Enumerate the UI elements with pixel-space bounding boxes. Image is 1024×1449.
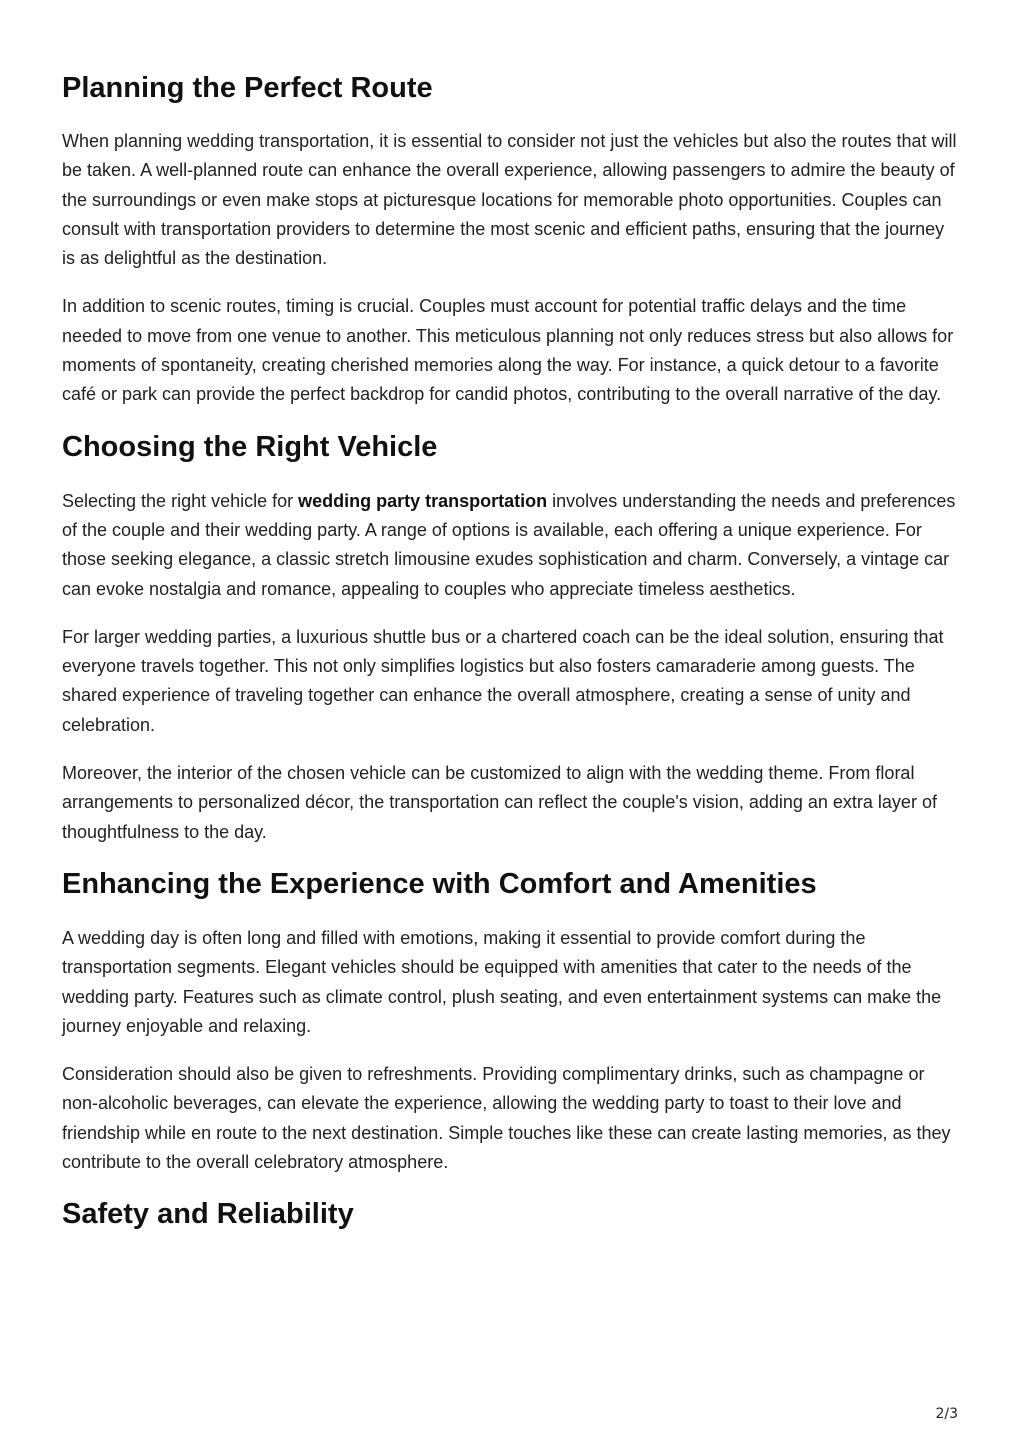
paragraph: Consideration should also be given to refreshments. Providing complimentary drinks, such as champagne or non-alcoholic beverages, can elevate the experience, allowing the wedding party to toast to their love and friendship while en route to the next destination. Simple touches like these can create lasting memories, as they contribute to the overall celebratory atmosphere. bbox=[62, 1064, 951, 1173]
section-comfort-amenities bbox=[62, 866, 962, 1177]
section-heading: Planning the Perfect Route bbox=[62, 72, 433, 104]
section-heading: Enhancing the Experience with Comfort and Amenities bbox=[62, 867, 817, 900]
paragraph-text: Selecting the right vehicle for bbox=[62, 490, 299, 511]
section-safety-reliability bbox=[62, 1196, 962, 1232]
page-number: 2/3 bbox=[935, 1406, 958, 1422]
paragraph-text: involves understanding the needs and preferences of the couple and their wedding party. A range of options is available, each offering a unique experience. For those seeking elegance, a classic stretch limousine exudes sophistication and charm. Conversely, a vintage car can evoke nostalgia and romance, appealing to couples who appreciate timeless aesthetics. bbox=[62, 490, 956, 599]
section-choosing-vehicle bbox=[62, 429, 962, 847]
paragraph: Moreover, the interior of the chosen vehicle can be customized to align with the wedding theme. From floral arrangements to personalized décor, the transportation can reflect the couple's vision, adding an extra layer of thoughtfulness to the day. bbox=[62, 763, 937, 842]
section-heading: Safety and Reliability bbox=[62, 1198, 354, 1231]
document-page bbox=[62, 70, 962, 1254]
paragraph: When planning wedding transportation, it is essential to consider not just the vehicles but also the routes that will be taken. A well-planned route can enhance the overall experience, allowing passengers to admire the beauty of the surroundings or even make stops at picturesque locations for memorable photo opportunities. Couples can consult with transportation providers to determine the most scenic and efficient paths, ensuring that the journey is as delightful as the destination. bbox=[62, 131, 957, 269]
section-planning-route bbox=[62, 70, 962, 410]
paragraph: In addition to scenic routes, timing is crucial. Couples must account for potential traffic delays and the time needed to move from one venue to another. This meticulous planning not only reduces stress but also allows for moments of spontaneity, creating cherished memories along the way. For instance, a quick detour to a favorite café or park can provide the perfect backdrop for candid photos, contributing to the overall narrative of the day. bbox=[62, 296, 954, 405]
paragraph: For larger wedding parties, a luxurious shuttle bus or a chartered coach can be the ideal solution, ensuring that everyone travels together. This not only simplifies logistics but also fosters camaraderie among guests. The shared experience of traveling together can enhance the overall atmosphere, creating a sense of unity and celebration. bbox=[62, 626, 944, 735]
paragraph: A wedding day is often long and filled with emotions, making it essential to provide comfort during the transportation segments. Elegant vehicles should be equipped with amenities that cater to the needs of the wedding party. Features such as climate control, plush seating, and even entertainment systems can make the journey enjoyable and relaxing. bbox=[62, 927, 942, 1036]
paragraph bbox=[62, 487, 962, 604]
bold-keyword: wedding party transportation bbox=[298, 490, 548, 511]
section-heading: Choosing the Right Vehicle bbox=[62, 430, 438, 463]
